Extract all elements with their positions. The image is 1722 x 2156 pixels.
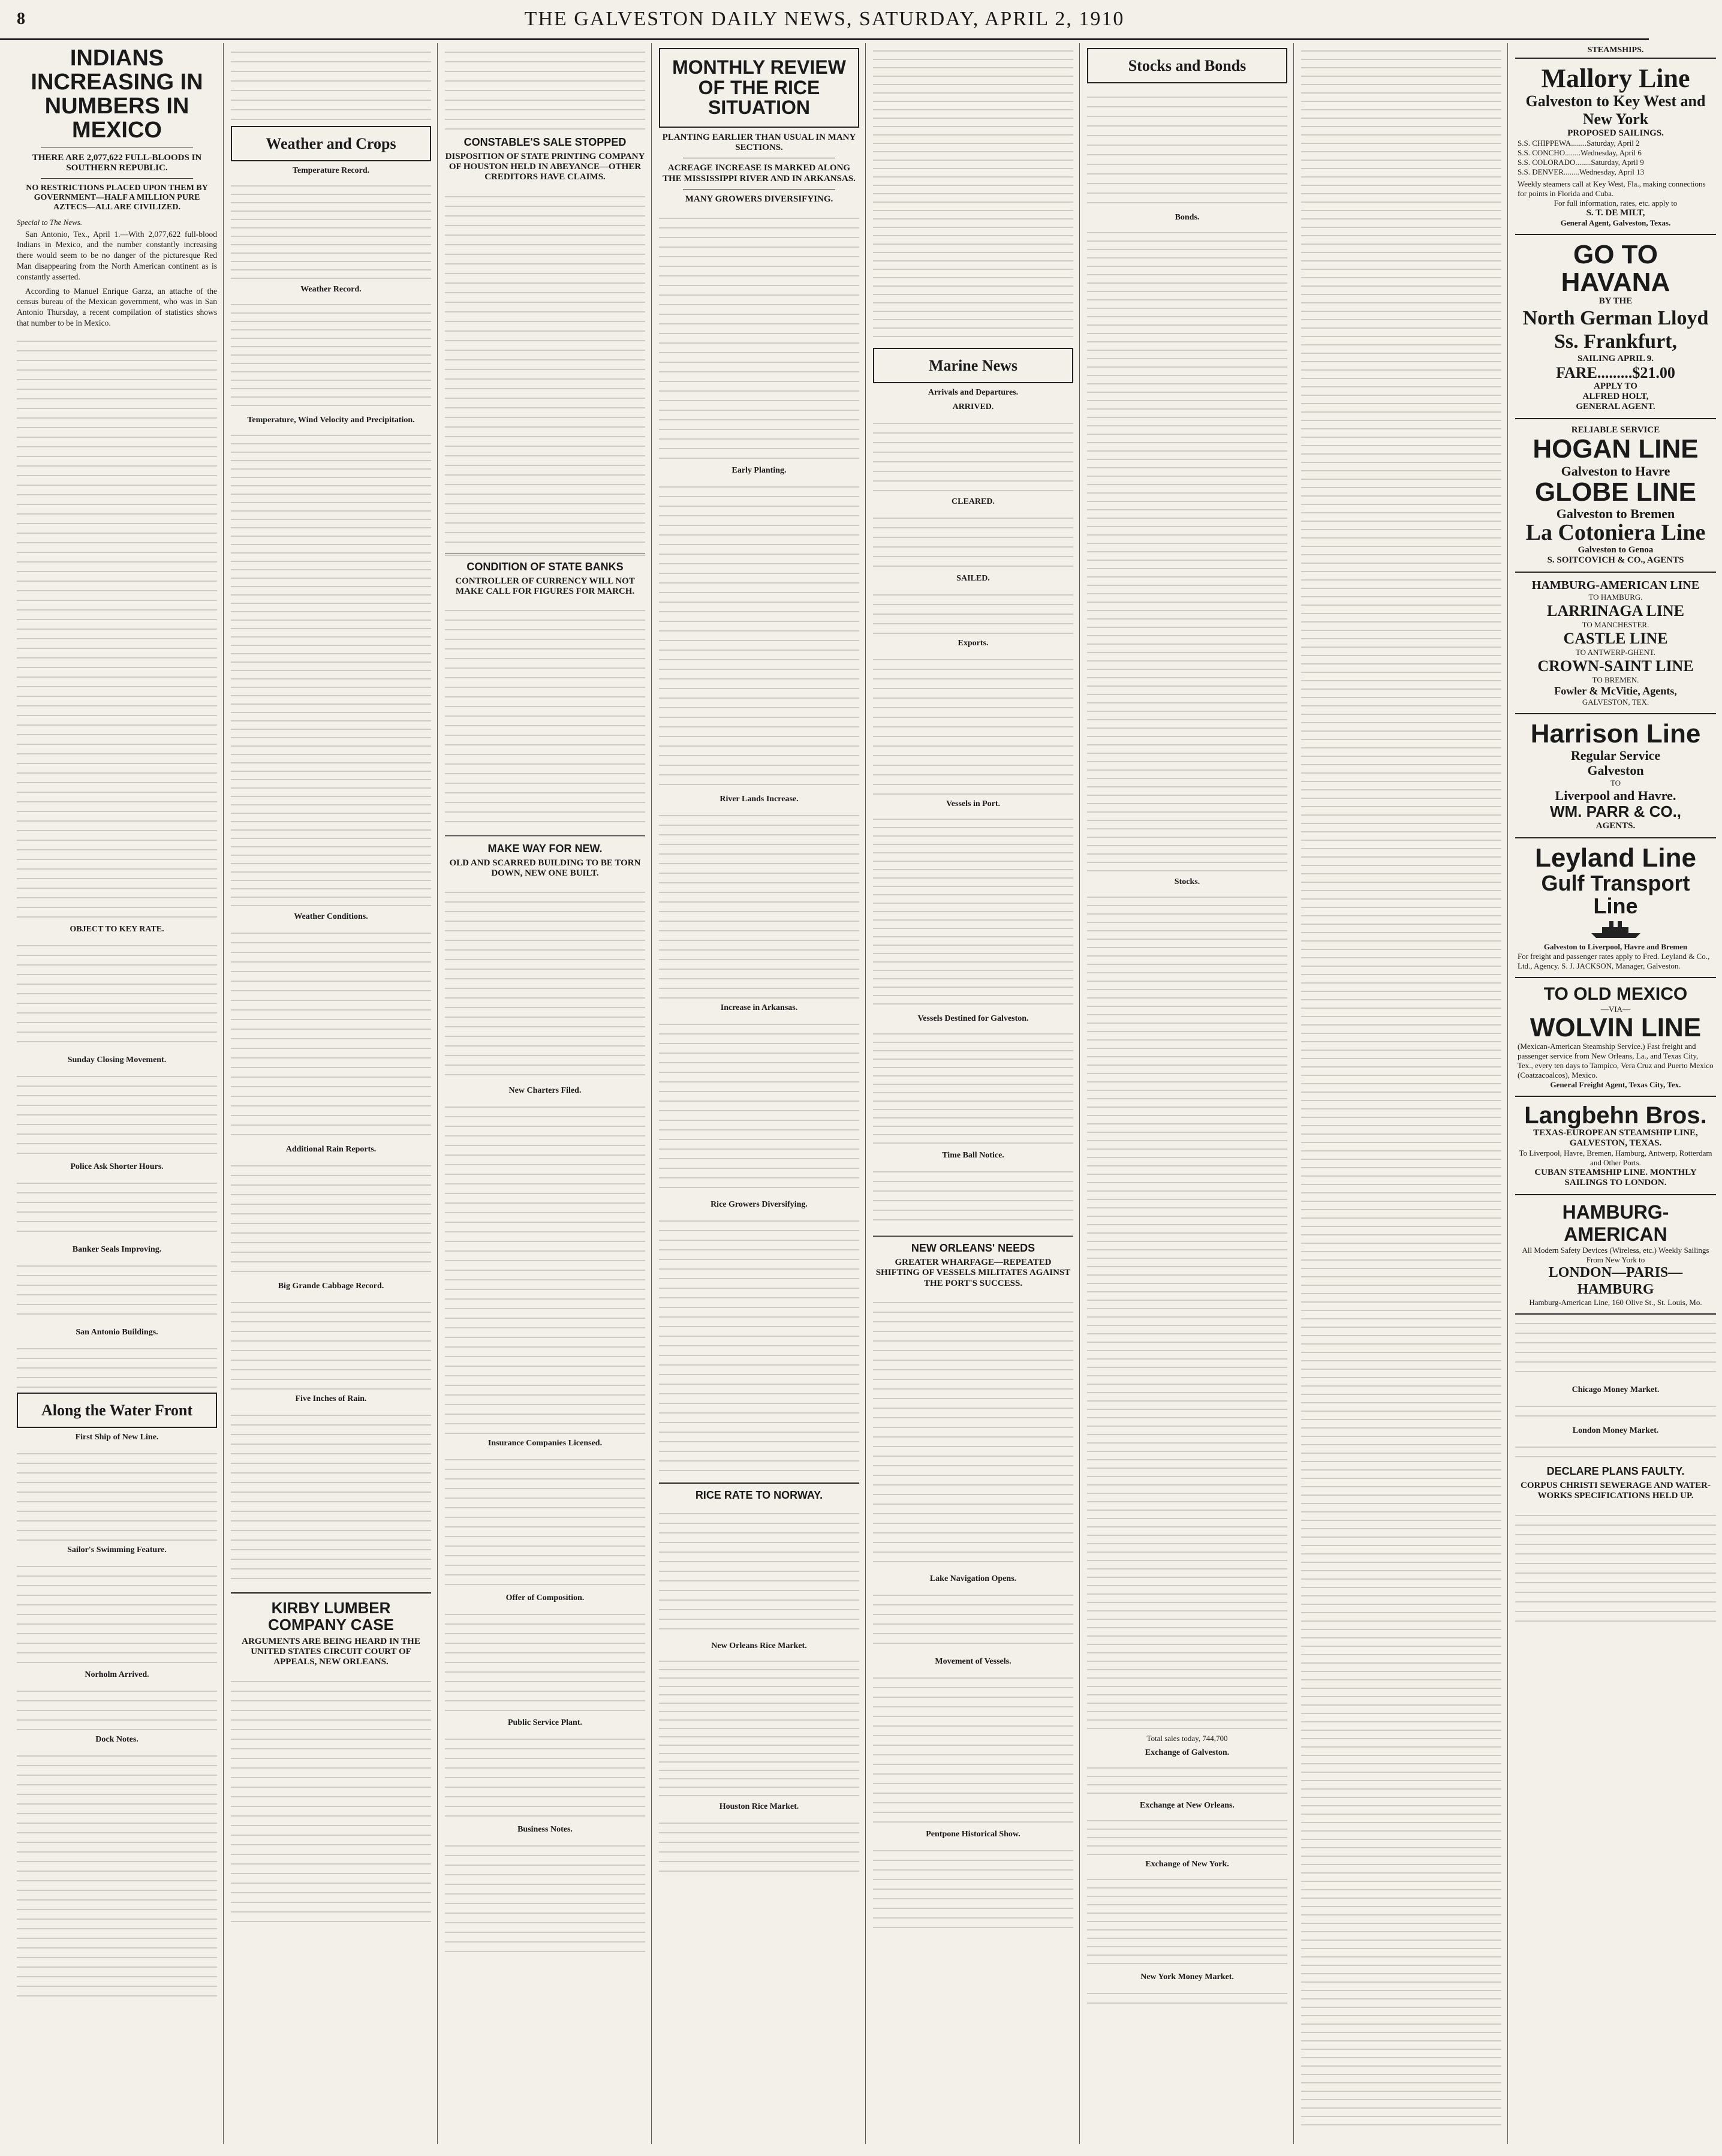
ad-langbehn (1515, 1097, 1716, 1195)
deck-state-banks: CONTROLLER OF CURRENCY WILL NOT MAKE CALL FOR FIGURES FOR MARCH. (455, 576, 635, 596)
larrinaga-to: TO MANCHESTER. (1582, 620, 1649, 630)
fowler-agents: Fowler & McVitie, Agents, (1554, 684, 1677, 697)
filler-text (1515, 1438, 1716, 1462)
ad-reliable-service (1515, 419, 1716, 573)
langbehn-desc: TEXAS-EUROPEAN STEAMSHIP LINE, GALVESTON, TEXAS. (1533, 1128, 1698, 1148)
filler-text (17, 1445, 217, 1541)
reliable-agents: S. SOITCOVICH & CO., AGENTS (1547, 555, 1684, 566)
subhead-ny-money: New York Money Market. (1140, 1972, 1234, 1982)
table-block (231, 297, 431, 411)
headline-state-banks: CONDITION OF STATE BANKS (466, 560, 624, 573)
deck-rice-3: MANY GROWERS DIVERSIFYING. (685, 194, 833, 204)
mallory-sailing: S.S. CHIPPEWA........Saturday, April 2 (1518, 138, 1640, 148)
mallory-info: For full information, rates, etc. apply to (1554, 198, 1678, 208)
deck-make-way: OLD AND SCARRED BUILDING TO BE TORN DOWN, NEW ONE BUILT. (449, 858, 641, 879)
subhead-rain-reports: Additional Rain Reports. (285, 1145, 377, 1154)
steamships-header: STEAMSHIPS. (1515, 43, 1716, 59)
subhead-houston-rice: Houston Rice Market. (719, 1802, 799, 1811)
subhead-banker: Banker Seals Improving. (72, 1244, 162, 1254)
subhead-lake-navigation: Lake Navigation Opens. (929, 1574, 1017, 1583)
filler-text (445, 883, 645, 1081)
castle-line: CASTLE LINE (1563, 630, 1668, 648)
subhead-river-lands: River Lands Increase. (719, 795, 799, 804)
filler-text (1515, 1507, 1716, 1626)
filler-text (445, 602, 645, 829)
filler-text (445, 188, 645, 548)
table-block (231, 178, 431, 280)
hamburg-line: HAMBURG-AMERICAN LINE (1531, 579, 1700, 593)
rice-headline-box (659, 48, 859, 128)
harrison-dest: Liverpool and Havre. (1555, 787, 1676, 803)
subhead-cleared: CLEARED. (952, 497, 995, 507)
deck-rice-1: PLANTING EARLIER THAN USUAL IN MANY SECTIONS. (662, 132, 856, 153)
table-block (1087, 1760, 1287, 1796)
column-8-ads (1515, 43, 1722, 2144)
filler-text (445, 1730, 645, 1820)
havana-apply: APPLY TO (1594, 381, 1637, 392)
headline-rice: MONTHLY REVIEW OF THE RICE SITUATION (672, 56, 846, 119)
column-4 (659, 43, 866, 2144)
subhead-police: Police Ask Shorter Hours. (70, 1162, 164, 1171)
filler-text (445, 43, 645, 133)
mallory-agent-title: General Agent, Galveston, Texas. (1560, 218, 1671, 227)
mexico-title: TO OLD MEXICO (1543, 984, 1688, 1004)
table-block (1087, 1813, 1287, 1855)
subhead-rain-inches: Five Inches of Rain. (295, 1394, 367, 1404)
mallory-sailing: S.S. DENVER........Wednesday, April 13 (1518, 167, 1645, 176)
subhead-weather-record: Weather Record. (300, 285, 362, 294)
headline-make-way: MAKE WAY FOR NEW. (487, 843, 603, 855)
filler-text (1515, 1315, 1716, 1381)
subhead-sunday-closing: Sunday Closing Movement. (67, 1055, 167, 1065)
headline-indians: INDIANS INCREASING IN NUMBERS IN MEXICO (31, 46, 203, 143)
stocks-box (1087, 48, 1287, 83)
subhead-sailed: SAILED. (956, 574, 990, 584)
marine-box (873, 348, 1073, 383)
filler-text (873, 1163, 1073, 1229)
harrison-agents: WM. PARR & CO., (1549, 802, 1682, 821)
hogan-route: Galveston to Havre (1561, 463, 1670, 479)
castle-to: TO ANTWERP-GHENT. (1575, 648, 1656, 657)
havana-line: North German Lloyd Ss. Frankfurt, (1522, 307, 1709, 353)
subhead-arrived: ARRIVED. (952, 402, 994, 412)
filler-text (17, 1174, 217, 1240)
subhead-buildings: San Antonio Buildings. (76, 1327, 158, 1337)
deck-constable: DISPOSITION OF STATE PRINTING COMPANY OF HOUSTON HELD IN ABEYANCE—OTHER CREDITORS HAVE CLAIMS. (445, 151, 645, 182)
filler-text (659, 1015, 859, 1195)
filler-text (873, 586, 1073, 634)
subhead-dock-notes: Dock Notes. (95, 1735, 139, 1745)
table-block (1087, 225, 1287, 873)
subhead-composition: Offer of Composition. (505, 1593, 585, 1603)
mexico-agent: General Freight Agent, Texas City, Tex. (1550, 1080, 1681, 1090)
ad-leyland (1515, 838, 1716, 978)
subhead-diversifying: Rice Growers Diversifying. (711, 1200, 808, 1210)
subhead-temperature: Temperature Record. (292, 166, 370, 176)
headline-declare-plans: DECLARE PLANS FAULTY. (1546, 1465, 1685, 1478)
subhead-chicago-money: Chicago Money Market. (1572, 1385, 1660, 1395)
headline-waterfront: Along the Water Front (41, 1401, 193, 1419)
dateline: Special to The News. (17, 218, 83, 227)
filler-text (231, 1294, 431, 1390)
filler-text (659, 1814, 859, 1874)
filler-text (873, 1586, 1073, 1652)
filler-text (17, 1557, 217, 1665)
filler-text (873, 1669, 1073, 1825)
harrison-agents-title: AGENTS. (1595, 820, 1636, 831)
filler-text (231, 1406, 431, 1586)
subhead-london-money: London Money Market. (1572, 1426, 1659, 1436)
column-7 (1301, 43, 1508, 2144)
table-block (231, 428, 431, 907)
article-paragraph: San Antonio, Tex., April 1.—With 2,077,622 full-blood Indians in Mexico, and the number constantly increasing there would seem to be no danger of the picturesque Red Man disappearing from the North American continent as is constantly asserted. (17, 229, 217, 281)
subhead-exports: Exports. (958, 639, 989, 648)
filler-text (1087, 1984, 1287, 2008)
havana-sailing: SAILING APRIL 9. (1577, 353, 1654, 363)
filler-text (873, 651, 1073, 795)
mexico-desc: (Mexican-American Steamship Service.) Fast freight and passenger service from New Orleans, La., and Texas City, Tex., every ten days to Tampico, Vera Cruz and Puerto Mexico (Coatzacoalcos), Mexico. (1518, 1042, 1714, 1080)
langbehn-name: Langbehn Bros. (1524, 1102, 1707, 1129)
filler-text (17, 1682, 217, 1730)
harrison-from: Galveston (1587, 763, 1644, 778)
ad-mallory (1515, 59, 1716, 235)
filler-text (659, 209, 859, 461)
filler-text (231, 43, 431, 121)
subhead-insurance: Insurance Companies Licensed. (487, 1439, 603, 1448)
filler-text (445, 1605, 645, 1713)
subhead-historical-show: Pentpone Historical Show. (926, 1829, 1020, 1839)
subhead-wind: Temperature, Wind Velocity and Precipitation. (247, 416, 415, 425)
table-block (1087, 889, 1287, 1729)
havana-fare: FARE.........$21.00 (1556, 363, 1675, 381)
filler-text (231, 1157, 431, 1277)
subhead-norholm: Norholm Arrived. (85, 1670, 149, 1680)
filler-text (17, 1340, 217, 1388)
cotoniera-route: Galveston to Genoa (1578, 545, 1654, 555)
leyland-apply: For freight and passenger rates apply to Fred. Leyland & Co., Ltd., Agency. S. J. JACKSON, Manager, Galveston. (1518, 951, 1710, 970)
deck-indians-2: NO RESTRICTIONS PLACED UPON THEM BY GOVERNMENT—HALF A MILLION PURE AZTECS—ALL ARE CIVILIZED. (26, 184, 208, 212)
deck-declare-plans: CORPUS CHRISTI SEWERAGE AND WATER-WORKS SPECIFICATIONS HELD UP. (1520, 1481, 1711, 1501)
leyland-route: Galveston to Liverpool, Havre and Bremen (1543, 942, 1688, 951)
havana-title: GO TO HAVANA (1561, 239, 1670, 297)
mallory-sailing: S.S. CONCHO........Wednesday, April 6 (1518, 148, 1642, 157)
table-block (873, 1026, 1073, 1146)
article-indians (17, 217, 217, 328)
headline-constable: CONSTABLE'S SALE STOPPED (463, 136, 627, 148)
larrinaga-line: LARRINAGA LINE (1547, 602, 1684, 620)
article-paragraph: According to Manuel Enrique Garza, an attache of the census bureau of the Mexican government, who was in San Antonio Thursday, a recent compilation of statistics shows that number to be in Mexico. (17, 286, 217, 327)
hamburg-american-route: LONDON—PARIS—HAMBURG (1548, 1264, 1683, 1297)
crown-saint-to: TO BREMEN. (1592, 675, 1639, 684)
subhead-arrivals: Arrivals and Departures. (928, 388, 1019, 398)
havana-by: BY THE (1598, 296, 1633, 306)
subhead-arkansas: Increase in Arkansas. (720, 1003, 798, 1013)
havana-agent-title: GENERAL AGENT. (1576, 402, 1655, 412)
filler-text (445, 1451, 645, 1589)
fowler-city: GALVESTON, TEX. (1582, 697, 1649, 706)
subhead-stocks: Stocks. (1174, 877, 1200, 887)
table-block (873, 43, 1073, 343)
mallory-sailing: S.S. COLORADO........Saturday, April 9 (1518, 157, 1644, 167)
globe-route: Galveston to Bremen (1556, 506, 1675, 522)
ad-hamburg-american (1515, 1195, 1716, 1315)
filler-text (873, 414, 1073, 492)
column-1 (17, 43, 224, 2144)
filler-text (659, 1505, 859, 1637)
hogan-line: HOGAN LINE (1533, 434, 1699, 464)
waterfront-box (17, 1393, 217, 1428)
subhead-sailor: Sailor's Swimming Feature. (67, 1545, 167, 1555)
filler-text (445, 1098, 645, 1434)
gulf-transport-name: Gulf Transport Line (1541, 871, 1690, 918)
table-block (659, 1653, 859, 1797)
mallory-proposed: PROPOSED SAILINGS. (1567, 128, 1664, 138)
subhead-exchange-ny: Exchange of New York. (1145, 1860, 1229, 1869)
column-5 (873, 43, 1080, 2144)
hamburg-american-name: HAMBURG-AMERICAN (1562, 1201, 1669, 1246)
table-block (1301, 43, 1501, 2130)
subhead-vessels-destined: Vessels Destined for Galveston. (917, 1014, 1029, 1024)
filler-text (873, 509, 1073, 569)
leyland-name: Leyland Line (1535, 843, 1696, 873)
subhead-cabbage: Big Grande Cabbage Record. (278, 1282, 384, 1291)
table-block (1087, 1872, 1287, 1968)
subhead-conditions: Weather Conditions. (294, 912, 368, 922)
page-number: 8 (17, 10, 26, 28)
table-block (873, 811, 1073, 1009)
deck-kirby: ARGUMENTS ARE BEING HEARD IN THE UNITED STATES CIRCUIT COURT OF APPEALS, NEW ORLEANS. (242, 1636, 420, 1667)
filler-text (873, 1842, 1073, 1932)
subhead-charters: New Charters Filed. (508, 1086, 582, 1096)
ad-havana (1515, 235, 1716, 419)
subhead-time-ball: Time Ball Notice. (942, 1151, 1004, 1160)
hamburg-to: TO HAMBURG. (1588, 593, 1643, 602)
filler-text (231, 924, 431, 1140)
headline-rice-norway: RICE RATE TO NORWAY. (695, 1489, 823, 1502)
reliable-tag: RELIABLE SERVICE (1571, 425, 1660, 435)
subhead-exchange-galveston: Exchange of Galveston. (1145, 1748, 1230, 1758)
masthead (0, 0, 1649, 40)
filler-text (231, 1673, 431, 1925)
deck-indians-1: THERE ARE 2,077,622 FULL-BLOODS IN SOUTHERN REPUBLIC. (32, 152, 202, 173)
subhead-key-rate: OBJECT TO KEY RATE. (70, 924, 164, 934)
total-sales: Total sales today, 744,700 (1146, 1734, 1228, 1743)
headline-kirby: KIRBY LUMBER COMPANY CASE (268, 1599, 394, 1634)
filler-text (17, 1257, 217, 1323)
mallory-name: Mallory Line (1541, 64, 1690, 93)
subhead-movement: Movement of Vessels. (935, 1656, 1011, 1666)
headline-nola-needs: NEW ORLEANS' NEEDS (911, 1242, 1035, 1255)
filler-text (17, 937, 217, 1051)
subhead-early-planting: Early Planting. (731, 466, 787, 476)
harrison-service: Regular Service (1570, 748, 1661, 763)
filler-text (17, 1068, 217, 1157)
column-2 (231, 43, 438, 2144)
subhead-first-ship: First Ship of New Line. (75, 1433, 159, 1442)
subhead-bonds: Bonds. (1175, 213, 1200, 222)
filler-text (1515, 1397, 1716, 1421)
ad-hamburg-lines (1515, 573, 1716, 714)
globe-line: GLOBE LINE (1535, 477, 1696, 507)
newspaper-page (17, 43, 1714, 2144)
cotoniera-line: La Cotoniera Line (1525, 520, 1706, 546)
deck-nola-needs: GREATER WHARFAGE—REPEATED SHIFTING OF VESSELS MILITATES AGAINST THE PORT'S SUCCESS. (875, 1258, 1071, 1288)
harrison-name: Harrison Line (1530, 718, 1701, 748)
langbehn-route: To Liverpool, Havre, Bremen, Hamburg, Antwerp, Rotterdam and Other Ports. (1519, 1148, 1712, 1168)
filler-text (659, 807, 859, 999)
subhead-vessels-port: Vessels in Port. (946, 799, 1001, 809)
mallory-note: Weekly steamers call at Key West, Fla., making connections for points in Florida and Cuba. (1518, 179, 1706, 198)
filler-text (17, 332, 217, 920)
subhead-business-notes: Business Notes. (517, 1825, 573, 1835)
deck-rice-2: ACREAGE INCREASE IS MARKED ALONG THE MISSISSIPPI RIVER AND IN ARKANSAS. (663, 163, 856, 184)
filler-text (445, 1837, 645, 1957)
mallory-route: Galveston to Key West and New York (1525, 92, 1706, 128)
weather-box (231, 126, 431, 161)
headline-marine: Marine News (928, 357, 1017, 374)
subhead-public-service: Public Service Plant. (507, 1718, 583, 1728)
headline-stocks: Stocks and Bonds (1128, 57, 1247, 74)
hamburg-american-sub: All Modern Safety Devices (Wireless, etc.) Weekly Sailings From New York to (1522, 1245, 1709, 1264)
filler-text (659, 478, 859, 790)
harrison-to: TO (1610, 778, 1621, 787)
steamship-icon (1589, 918, 1643, 939)
column-3 (445, 43, 652, 2144)
column-6 (1087, 43, 1294, 2144)
filler-text (873, 1294, 1073, 1569)
mexico-via: —VIA— (1600, 1005, 1631, 1014)
mallory-agent: S. T. DE MILT, (1586, 208, 1645, 218)
newspaper-title: THE GALVESTON DAILY NEWS, SATURDAY, APRIL 2, 1910 (524, 8, 1125, 30)
ad-harrison (1515, 714, 1716, 838)
hamburg-american-office: Hamburg-American Line, 160 Olive St., St. Louis, Mo. (1529, 1298, 1702, 1307)
wolvin-line: WOLVIN LINE (1530, 1013, 1702, 1043)
subhead-exchange-nola: Exchange at New Orleans. (1140, 1801, 1235, 1811)
ad-old-mexico (1515, 978, 1716, 1097)
filler-text (17, 1747, 217, 1999)
langbehn-cuban: CUBAN STEAMSHIP LINE. MONTHLY SAILINGS TO LONDON. (1534, 1168, 1697, 1188)
filler-text (1087, 88, 1287, 208)
havana-agent: ALFRED HOLT, (1582, 392, 1649, 402)
headline-weather: Weather and Crops (266, 135, 396, 152)
crown-saint-line: CROWN-SAINT LINE (1537, 657, 1694, 675)
subhead-nola-rice: New Orleans Rice Market. (711, 1641, 807, 1650)
filler-text (659, 1212, 859, 1476)
